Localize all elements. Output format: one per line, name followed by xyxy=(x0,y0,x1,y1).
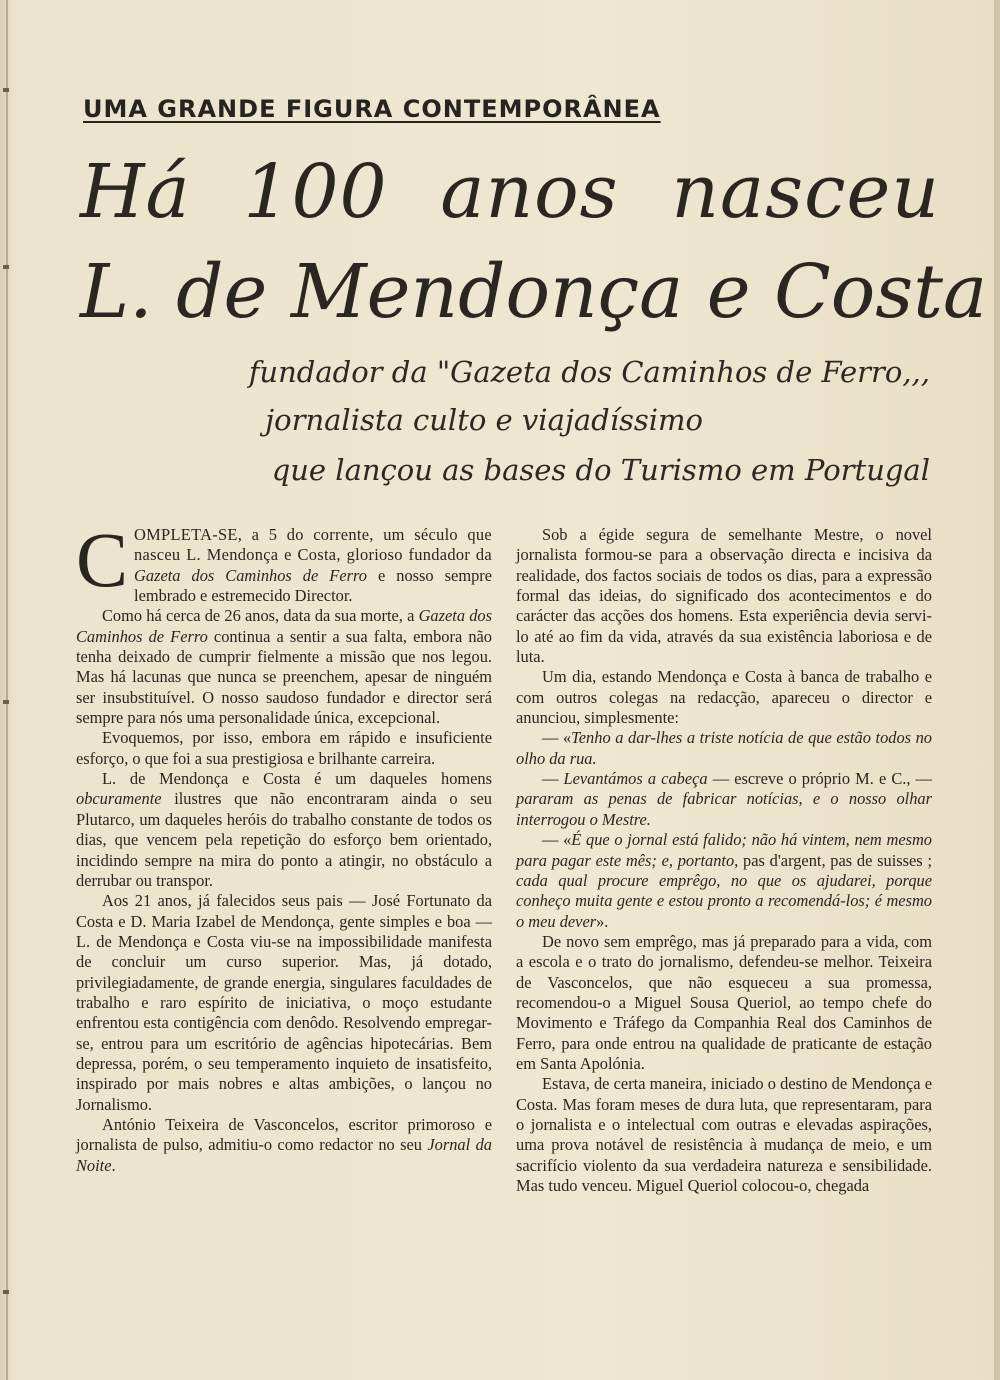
subtitle-line-1: fundador da "Gazeta dos Caminhos de Ferro,,, xyxy=(248,355,930,389)
subtitle-line-3: que lançou as bases do Turismo em Portugal xyxy=(271,453,930,487)
paragraph: Como há cerca de 26 anos, data da sua morte, a Gazeta dos Caminhos de Ferro continua a sentir a sua falta, embora não tenha deixado de cumprir fielmente a missão que nos legou. Mas há lacunas que nunca se preenchem, apesar de ninguém ser insubstituível. O nosso saudoso fundador e director será sempre para nós uma personalidade única, excepcional. xyxy=(76,606,492,728)
quote-paragraph: — Levantámos a cabeça — escreve o próprio M. e C., — pararam as penas de fabricar notícias, e o nosso olhar interrogou o Mestre. xyxy=(516,769,932,829)
section-kicker: UMA GRANDE FIGURA CONTEMPORÂNEA xyxy=(83,95,661,123)
binding-mark xyxy=(3,1290,9,1294)
subtitle-line-2: jornalista culto e viajadíssimo xyxy=(265,403,703,437)
quote-paragraph: — «É que o jornal está falido; não há vintem, nem mesmo para pagar este mês; e, portanto, pas d'argent, pas de suisses ; cada qual procure emprêgo, no que os ajudarei, porque conheço muita gente e estou pronto a recomendá-los; é mesmo o meu dever». xyxy=(516,830,932,931)
page-binding-edge xyxy=(6,0,8,1380)
binding-mark xyxy=(3,88,9,92)
binding-mark xyxy=(3,700,9,704)
paragraph: Sob a égide segura de semelhante Mestre, o novel jornalista formou-se para a observação directa e incisiva da realidade, dos factos sociais de todos os dias, para a expressão formal das ideias, do significado dos acontecimentos e do carácter das acções dos homens. Esta experiência devia servi-lo até ao fim da vida, através da sua existência laboriosa e de luta. xyxy=(516,525,932,667)
headline-line-1: Há 100 anos nasceu xyxy=(80,149,940,235)
paragraph: Aos 21 anos, já falecidos seus pais — José Fortunato da Costa e D. Maria Izabel de Mendonça, gente simples e boa — L. de Mendonça e Costa viu-se na impossibilidade manifesta de concluir um curso superior. Mas, já dotado, privilegiadamente, de grande energia, singulares faculdades de trabalho e raro espírito de iniciativa, o moço estudante enfrentou esta contigência com denôdo. Resolvendo empregar-se, entrou para um escritório de agências hipotecárias. Bem depressa, porém, o seu temperamento inquieto de insatisfeito, inspirado por mais nobres e altas ambições, o lançou no Jornalismo. xyxy=(76,891,492,1114)
drop-cap: C xyxy=(76,516,129,603)
paragraph: L. de Mendonça e Costa é um daqueles homens obcuramente ilustres que não encontraram ainda o seu Plutarco, um daqueles heróis do trabalho constante de todos os dias, que vencem pela repetição do esforço bem orientado, incidindo sempre na mira do ponto a atingir, no obstáculo a derrubar ou transpor. xyxy=(76,769,492,890)
article-column-left xyxy=(76,516,492,1176)
binding-mark xyxy=(3,265,9,269)
paragraph: De novo sem emprêgo, mas já preparado para a vida, com a escola e o trato do jornalismo, defendeu-se melhor. Teixeira de Vasconcelos, que não esqueceu a sua promessa, recomendou-o a Miguel Sousa Queriol, ao tempo chefe do Movimento e Tráfego da Companhia Real dos Caminhos de Ferro, para onde entrou na qualidade de praticante de estação em Santa Apolónia. xyxy=(516,931,932,1073)
headline-line-2: L. de Mendonça e Costa xyxy=(80,249,988,335)
article-column-right xyxy=(516,525,932,1196)
paragraph: António Teixeira de Vasconcelos, escritor primoroso e jornalista de pulso, admitiu-o como redactor no seu Jornal da Noite. xyxy=(76,1114,492,1175)
paragraph: COMPLETA-SE, a 5 do corrente, um século que nasceu L. Mendonça e Costa, glorioso fundador da Gazeta dos Caminhos de Ferro e nosso sempre lembrado e estremecido Director. xyxy=(76,516,492,606)
paragraph: Evoquemos, por isso, embora em rápido e insuficiente esforço, o que foi a sua prestigiosa e brilhante carreira. xyxy=(76,728,492,768)
page-right-edge xyxy=(994,0,1000,1380)
paragraph: Um dia, estando Mendonça e Costa à banca de trabalho e com outros colegas na redacção, apareceu o director e anunciou, simplesmente: xyxy=(516,667,932,728)
paragraph: Estava, de certa maneira, iniciado o destino de Mendonça e Costa. Mas foram meses de dura luta, que representaram, para o jornalista e o intelectual com outras e elevadas aspirações, uma prova notável de resistência à mudança de meio, e um sacrifício violento da sua verdadeira natureza e sensibilidade. Mas tudo venceu. Miguel Queriol colocou-o, chegada xyxy=(516,1074,932,1195)
quote-paragraph: — «Tenho a dar-lhes a triste notícia de que estão todos no olho da rua. xyxy=(516,728,933,768)
